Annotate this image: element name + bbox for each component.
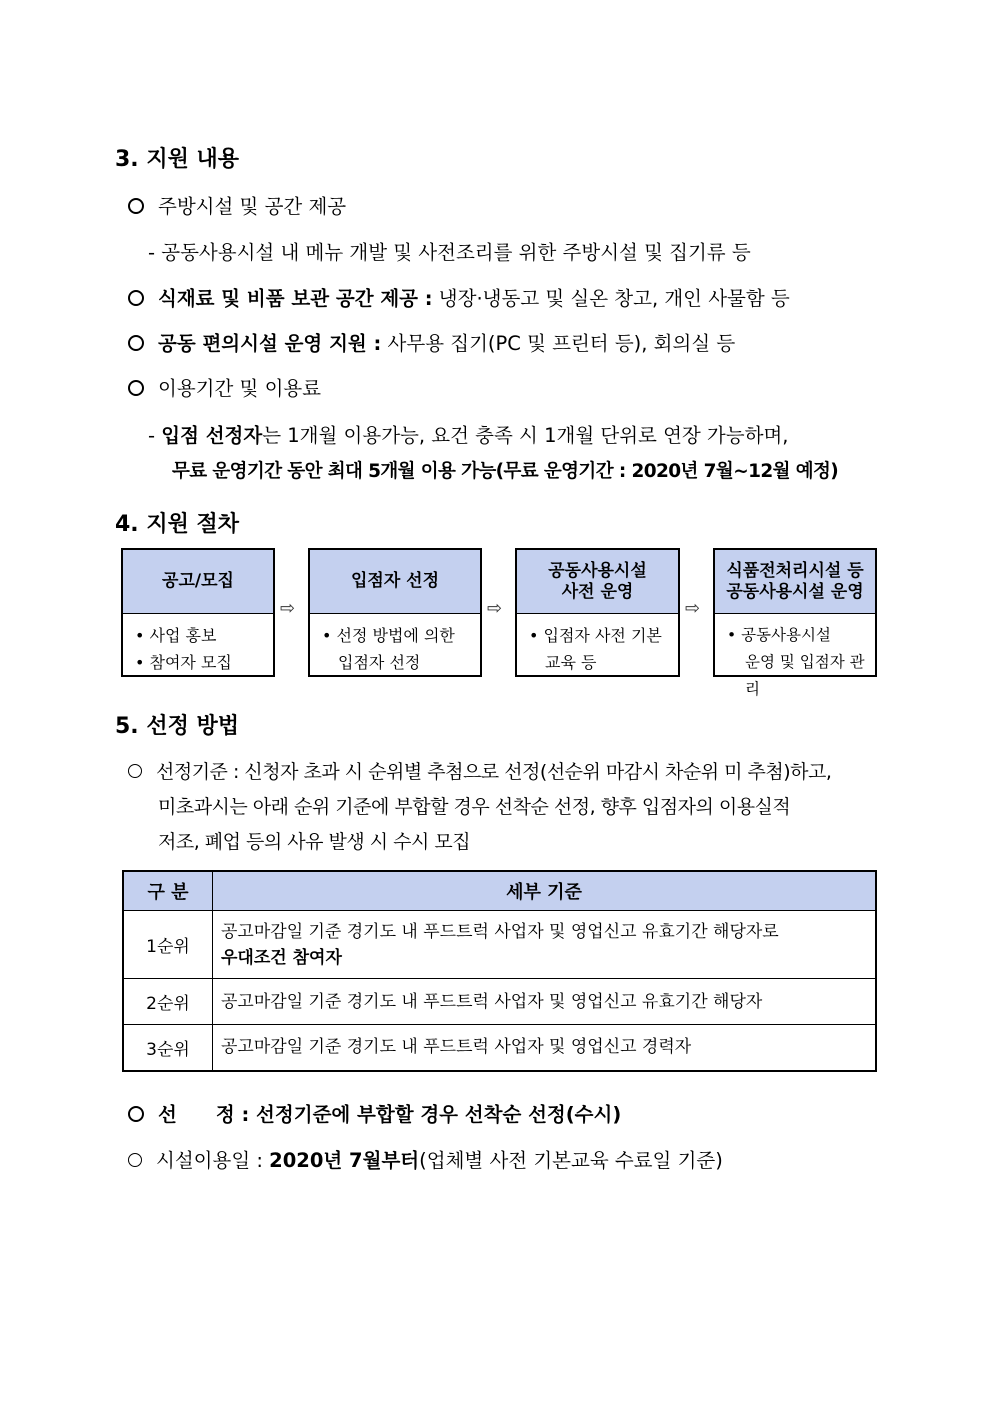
usage-date-note: (업체별 사전 기본교육 수료일 기준) — [419, 1149, 723, 1172]
step-1-head: 공고/모집 — [123, 550, 273, 614]
step-4-head-1: 식품전처리시설 등 — [726, 560, 864, 581]
criteria-table — [122, 870, 877, 1072]
section-5-title: 5. 선정 방법 — [115, 714, 239, 739]
detail-line-1: 공고마감일 기준 경기도 내 푸드트럭 사업자 및 영업신고 유효기간 해당자로 — [221, 921, 779, 942]
selection-line — [128, 1099, 621, 1127]
step-1-line-1: • 사업 홍보 — [135, 626, 217, 645]
step-4-head-2: 공동사용시설 운영 — [726, 581, 864, 602]
step-4-line-1: • 공동사용시설 — [727, 626, 831, 644]
period-detail-text: 는 1개월 이용가능, 요건 충족 시 1개월 단위로 연장 가능하며, — [262, 424, 789, 447]
step-2-line-2: 입점자 선정 — [338, 653, 421, 672]
selection-label: 선 정 : — [158, 1103, 250, 1126]
rank-cell: 1순위 — [123, 911, 213, 979]
period-detail-label: 입점 선정자 — [161, 424, 263, 447]
detail-cell: 공고마감일 기준 경기도 내 푸드트럭 사업자 및 영업신고 경력자 — [213, 1025, 877, 1071]
step-3-line-2: 교육 등 — [545, 653, 597, 672]
circle-bullet-icon — [128, 198, 144, 214]
usage-date-label: 시설이용일 : — [156, 1149, 270, 1172]
step-2-line-1: • 선정 방법에 의한 — [322, 626, 455, 645]
process-step-1 — [121, 548, 275, 677]
criteria-line-3: 저조, 폐업 등의 사유 발생 시 수시 모집 — [158, 831, 471, 853]
step-3-head-1: 공동사용시설 — [548, 560, 647, 581]
process-step-2 — [308, 548, 482, 677]
step-3-head — [517, 550, 678, 614]
section-4-title: 4. 지원 절차 — [115, 512, 239, 537]
step-4-head — [715, 550, 875, 614]
step-3-line-1: • 입점자 사전 기본 — [529, 626, 662, 645]
item-period-detail-2: 무료 운영기간 동안 최대 5개월 이용 가능(무료 운영기간 : 2020년 7월~12월 예정) — [172, 461, 839, 482]
step-4-line-2: 운영 및 입점자 관리 — [745, 653, 865, 698]
item-period-text: 이용기간 및 이용료 — [158, 377, 322, 400]
table-header-detail: 세부 기준 — [213, 871, 877, 911]
circle-bullet-icon — [128, 335, 144, 351]
table-row — [123, 911, 876, 979]
item-facility — [128, 328, 735, 356]
circle-bullet-icon — [128, 1153, 142, 1167]
dash-mark: - — [148, 424, 162, 447]
item-storage-label: 식재료 및 비품 보관 공간 제공 : — [158, 287, 433, 310]
criteria-text-1: 선정기준 : 신청자 초과 시 순위별 추첨으로 선정(선순위 마감시 차순위 미 추첨)하고, — [156, 761, 832, 783]
circle-bullet-icon — [128, 380, 144, 396]
table-row — [123, 1025, 876, 1071]
item-kitchen — [128, 191, 346, 219]
arrow-icon: ⇨ — [487, 598, 503, 619]
arrow-icon: ⇨ — [280, 598, 296, 619]
process-step-3 — [515, 548, 680, 677]
table-header-row — [123, 871, 876, 911]
rank-cell: 3순위 — [123, 1025, 213, 1071]
item-kitchen-text: 주방시설 및 공간 제공 — [158, 195, 347, 218]
item-period-detail-1 — [148, 420, 788, 448]
circle-bullet-icon — [128, 290, 144, 306]
section-3-title: 3. 지원 내용 — [115, 147, 239, 172]
step-3-head-2: 사전 운영 — [561, 581, 634, 602]
item-kitchen-detail: - 공동사용시설 내 메뉴 개발 및 사전조리를 위한 주방시설 및 집기류 등 — [148, 241, 751, 264]
circle-bullet-icon — [128, 764, 142, 778]
table-row — [123, 979, 876, 1025]
step-2-head: 입점자 선정 — [310, 550, 480, 614]
arrow-icon: ⇨ — [685, 598, 701, 619]
rank-cell: 2순위 — [123, 979, 213, 1025]
item-facility-text: 사무용 집기(PC 및 프린터 등), 회의실 등 — [381, 332, 736, 355]
criteria-line-2: 미초과시는 아래 순위 기준에 부합할 경우 선착순 선정, 향후 입점자의 이용실적 — [158, 796, 791, 818]
item-period — [128, 373, 321, 401]
detail-line-2: 우대조건 참여자 — [221, 947, 342, 968]
criteria-line-1 — [128, 757, 831, 784]
usage-date-value: 2020년 7월부터 — [269, 1149, 420, 1172]
process-step-4 — [713, 548, 877, 698]
item-storage — [128, 283, 790, 311]
selection-text: 선정기준에 부합할 경우 선착순 선정(수시) — [249, 1103, 622, 1126]
step-1-line-2: • 참여자 모집 — [135, 653, 232, 672]
item-facility-label: 공동 편의시설 운영 지원 : — [158, 332, 382, 355]
detail-cell: 공고마감일 기준 경기도 내 푸드트럭 사업자 및 영업신고 유효기간 해당자 — [213, 979, 877, 1025]
circle-bullet-icon — [128, 1106, 144, 1122]
table-header-category: 구 분 — [123, 871, 213, 911]
item-storage-text: 냉장·냉동고 및 실온 창고, 개인 사물함 등 — [432, 287, 790, 310]
usage-date-line — [128, 1145, 723, 1173]
detail-cell — [213, 911, 877, 979]
